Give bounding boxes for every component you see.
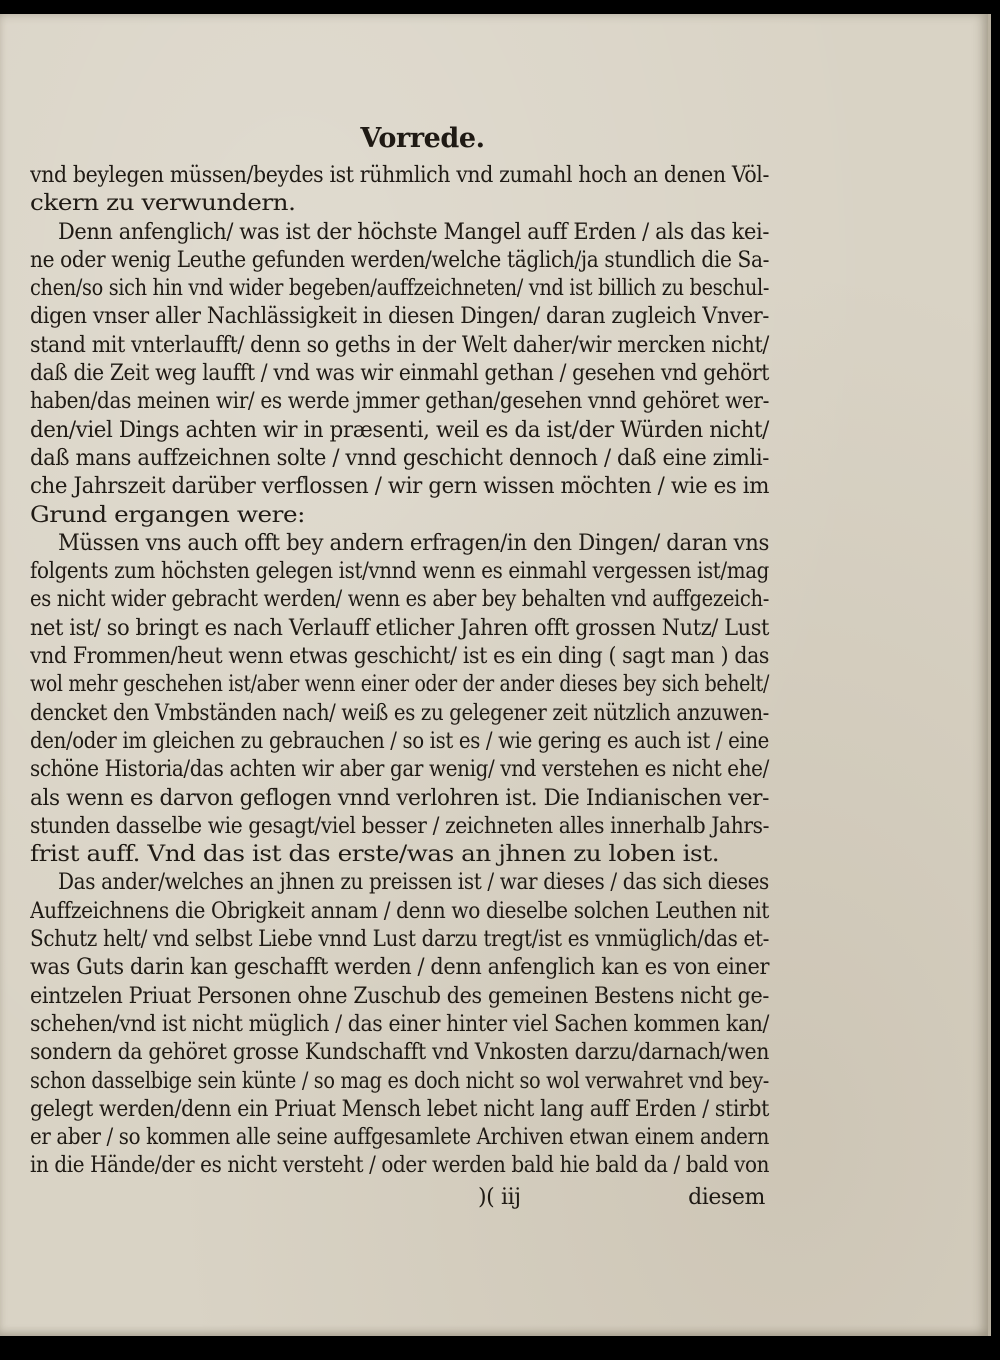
text-line: eintzelen Priuat Personen ohne Zuschub des gemeinen Bestens nicht ge- <box>30 983 770 1009</box>
text-line: dencket den Vmbständen nach/ weiß es zu gelegener zeit nützlich anzuwen- <box>30 700 769 726</box>
text-line: Grund ergangen were: <box>30 502 305 528</box>
text-line: schon dasselbige sein künte / so mag es doch nicht so wol verwahret vnd bey- <box>30 1068 769 1094</box>
text-line: stunden dasselbe wie gesagt/viel besser / zeichneten alles innerhalb Jahrs- <box>30 813 770 839</box>
text-line: Denn anfenglich/ was ist der höchste Mangel auff Erden / als das kei- <box>58 219 770 245</box>
text-line: net ist/ so bringt es nach Verlauff etlicher Jahren offt grossen Nutz/ Lust <box>30 615 770 641</box>
text-line: folgents zum höchsten gelegen ist/vnnd wenn es einmahl vergessen ist/mag <box>30 559 770 585</box>
text-line: als wenn es darvon geflogen vnnd verlohren ist. Die Indianischen ver- <box>30 785 769 811</box>
text-line: Auffzeichnens die Obrigkeit annam / denn wo dieselbe solchen Leuthen nit <box>30 898 770 924</box>
text-line: den/oder im gleichen zu gebrauchen / so ist es / wie gering es auch ist / eine <box>30 728 770 754</box>
book-page <box>0 14 991 1336</box>
text-line: sondern da gehöret grosse Kundschafft vnd Vnkosten darzu/darnach/wen <box>30 1040 770 1066</box>
text-line: digen vnser aller Nachlässigkeit in diesen Dingen/ daran zugleich Vnver- <box>30 304 770 330</box>
text-line: Müssen vns auch offt bey andern erfragen/in den Dingen/ daran vns <box>58 530 769 556</box>
body-text <box>30 162 775 1181</box>
signature-mark: )( iij <box>478 1184 521 1210</box>
text-line: schehen/vnd ist nicht müglich / das einer hinter viel Sachen kommen kan/ <box>30 1011 770 1037</box>
text-line: es nicht wider gebracht werden/ wenn es aber bey behalten vnd auffgezeich- <box>30 587 769 613</box>
text-line: schöne Historia/das achten wir aber gar wenig/ vnd verstehen es nicht ehe/ <box>30 757 769 783</box>
text-line: den/viel Dings achten wir in præsenti, weil es da ist/der Würden nicht/ <box>30 417 769 443</box>
text-line: Das ander/welches an jhnen zu preissen ist / war dieses / das sich dieses <box>58 870 769 896</box>
text-line: was Guts darin kan geschafft werden / denn anfenglich kan es von einer <box>30 955 770 981</box>
text-line: wol mehr geschehen ist/aber wenn einer oder der ander dieses bey sich behelt/ <box>30 672 769 698</box>
page-footer <box>30 1183 775 1213</box>
text-line: frist auff. Vnd das ist das erste/was an jhnen zu loben ist. <box>30 842 720 868</box>
text-line: ne oder wenig Leuthe gefunden werden/welche täglich/ja stundlich die Sa- <box>30 247 770 273</box>
text-line: vnd Frommen/heut wenn etwas geschicht/ ist es ein ding ( sagt man ) das <box>30 644 770 670</box>
text-line: chen/so sich hin vnd wider begeben/auffzeichneten/ vnd ist billich zu beschul- <box>30 276 770 302</box>
text-line: ckern zu verwundern. <box>30 191 296 217</box>
text-line: Schutz helt/ vnd selbst Liebe vnnd Lust darzu tregt/ist es vnmüglich/das et- <box>30 927 770 953</box>
text-line: vnd beylegen müssen/beydes ist rühmlich vnd zumahl hoch an denen Völ- <box>30 163 770 188</box>
text-line: er aber / so kommen alle seine auffgesamlete Archiven etwan einem andern <box>30 1125 770 1151</box>
catchword: diesem <box>688 1184 765 1210</box>
text-line: haben/das meinen wir/ es werde jmmer gethan/gesehen vnnd gehöret wer- <box>30 389 770 415</box>
text-line: gelegt werden/denn ein Priuat Mensch lebet nicht lang auff Erden / stirbt <box>30 1096 770 1122</box>
text-line: che Jahrszeit darüber verflossen / wir gern wissen möchten / wie es im <box>30 474 770 500</box>
text-line: daß die Zeit weg laufft / vnd was wir einmahl gethan / gesehen vnd gehört <box>30 361 770 387</box>
text-block <box>30 116 775 1213</box>
text-line: stand mit vnterlaufft/ denn so geths in der Welt daher/wir mercken nicht/ <box>30 332 769 358</box>
text-line: daß mans auffzeichnen solte / vnnd geschicht dennoch / daß eine zimli- <box>30 445 770 471</box>
text-line: in die Hände/der es nicht versteht / oder werden bald hie bald da / bald von <box>30 1153 770 1179</box>
running-head: Vorrede. <box>360 123 485 154</box>
